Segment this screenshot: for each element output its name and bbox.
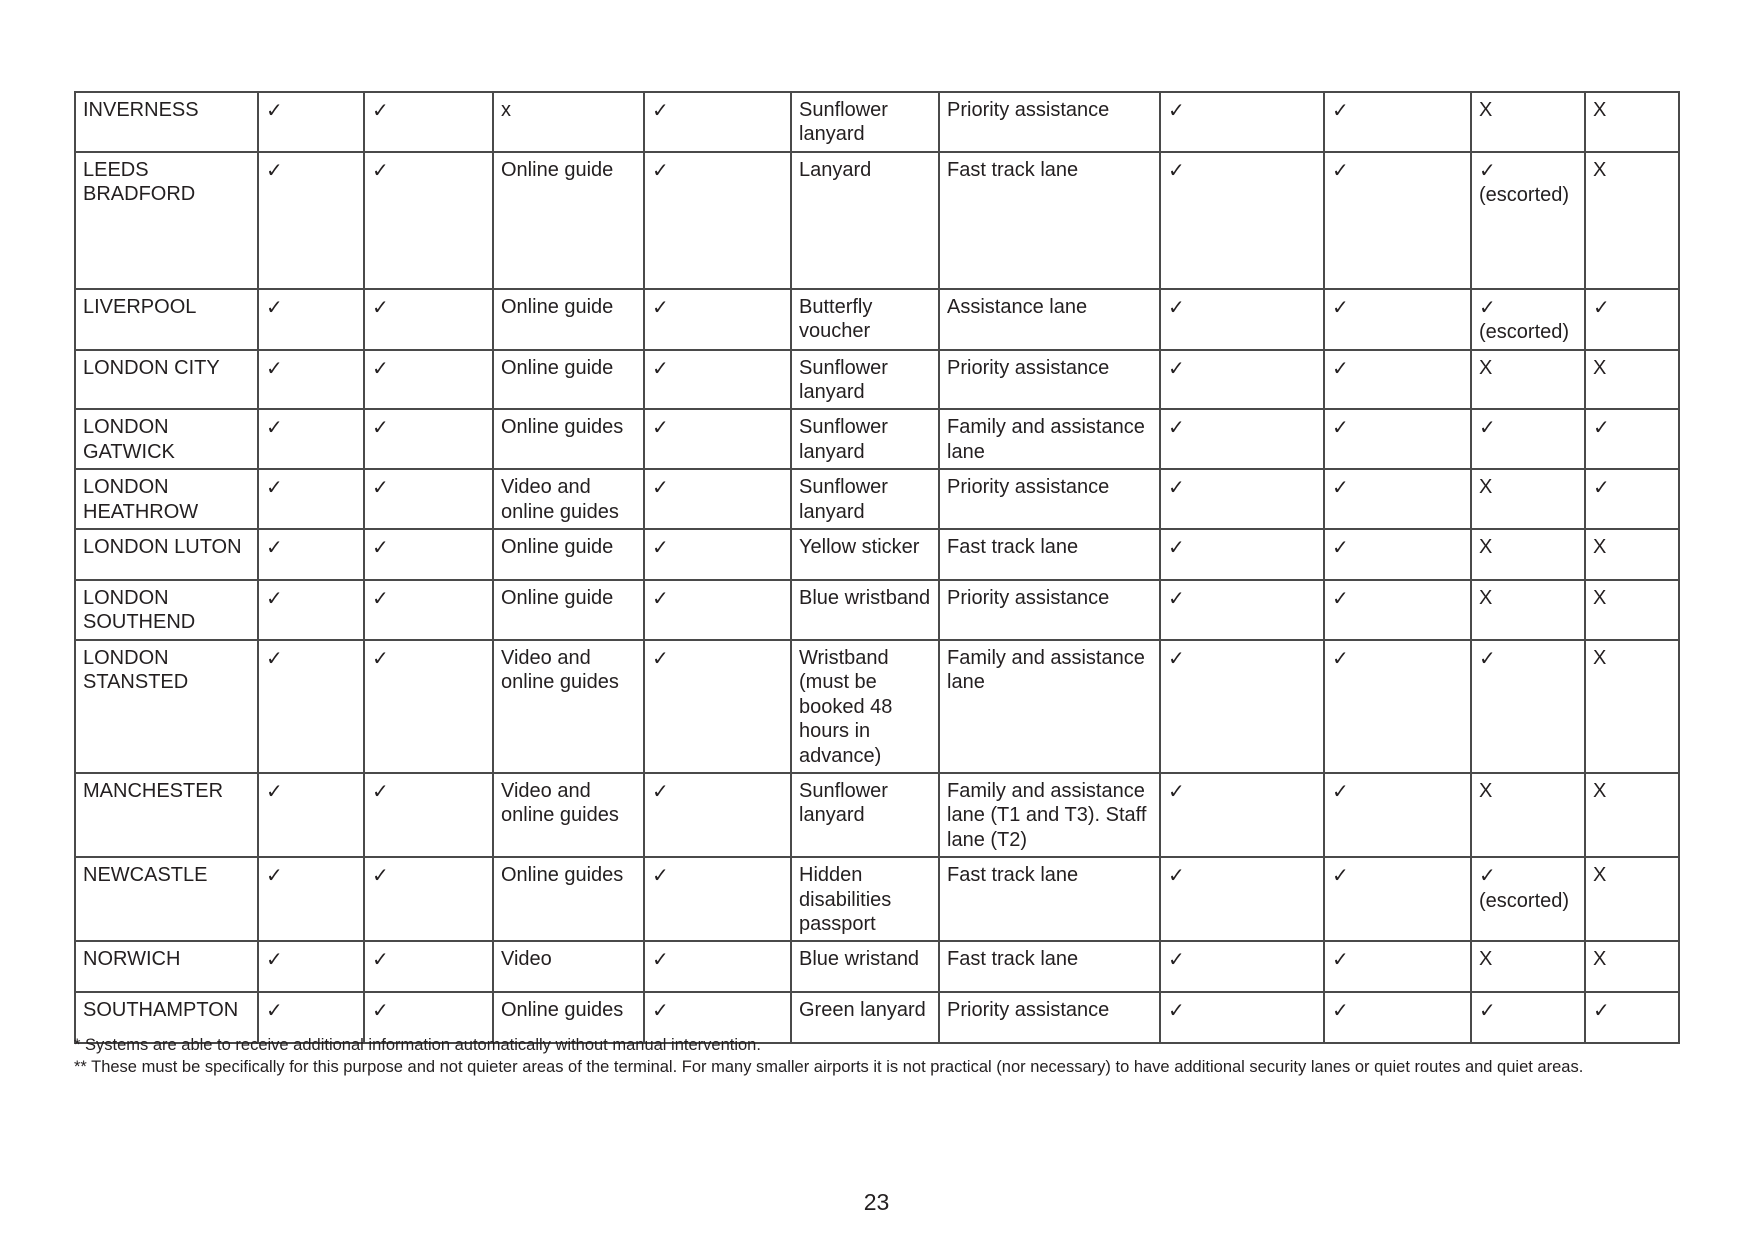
table-cell: ✓ <box>1324 640 1471 773</box>
table-cell: ✓ (escorted) <box>1471 857 1585 941</box>
table-cell: ✓ <box>644 289 791 350</box>
table-cell: Family and assistance lane (T1 and T3). Staff lane (T2) <box>939 773 1160 857</box>
table-cell: X <box>1585 580 1679 640</box>
table-cell: ✓ <box>1585 409 1679 469</box>
table-cell: Fast track lane <box>939 857 1160 941</box>
table-cell: ✓ <box>1324 857 1471 941</box>
table-cell: ✓ <box>1324 350 1471 410</box>
table-cell: ✓ <box>258 640 364 773</box>
table-cell: ✓ <box>644 580 791 640</box>
table-row <box>75 529 1679 580</box>
table-cell: ✓ <box>258 92 364 152</box>
table-cell: ✓ <box>258 992 364 1043</box>
table-cell: ✓ <box>1160 409 1324 469</box>
table-cell: ✓ <box>258 857 364 941</box>
table-cell: Blue wristand <box>791 941 939 992</box>
table-cell: ✓ <box>364 350 493 410</box>
footnote-security-lanes: ** These must be specifically for this purpose and not quieter areas of the terminal. For many smaller airports it is not practical (nor necessary) to have additional security lanes or quiet routes and quiet areas. <box>74 1058 1584 1076</box>
table-cell: ✓ <box>644 409 791 469</box>
airport-name-cell: SOUTHAMPTON <box>75 992 258 1043</box>
table-cell: X <box>1585 529 1679 580</box>
table-cell: ✓ <box>1324 992 1471 1043</box>
table-cell: Green lanyard <box>791 992 939 1043</box>
table-cell: ✓ <box>258 529 364 580</box>
table-cell: X <box>1471 92 1585 152</box>
table-cell: Online guide <box>493 529 644 580</box>
table-cell: ✓ <box>1160 580 1324 640</box>
table-cell: ✓ <box>1471 409 1585 469</box>
table-cell: ✓ <box>1324 152 1471 289</box>
table-row <box>75 941 1679 992</box>
table-cell: X <box>1471 941 1585 992</box>
table-cell: ✓ (escorted) <box>1471 152 1585 289</box>
table-cell: X <box>1585 152 1679 289</box>
table-cell: ✓ <box>364 640 493 773</box>
table-cell: Sunflower lanyard <box>791 92 939 152</box>
table-cell: Sunflower lanyard <box>791 409 939 469</box>
table-cell: Sunflower lanyard <box>791 350 939 410</box>
table-cell: Online guides <box>493 857 644 941</box>
table-cell: ✓ <box>364 580 493 640</box>
table-cell: Butterfly voucher <box>791 289 939 350</box>
airport-name-cell: LONDON LUTON <box>75 529 258 580</box>
table-cell: ✓ <box>644 92 791 152</box>
airport-name-cell: INVERNESS <box>75 92 258 152</box>
airport-name-cell: LONDON SOUTHEND <box>75 580 258 640</box>
table-cell: ✓ <box>258 773 364 857</box>
table-cell: ✓ <box>1160 152 1324 289</box>
table-cell: ✓ <box>364 992 493 1043</box>
table-cell: ✓ <box>644 350 791 410</box>
airport-name-cell: LONDON STANSTED <box>75 640 258 773</box>
table-cell: ✓ <box>1160 857 1324 941</box>
table-cell: ✓ <box>364 152 493 289</box>
airport-name-cell: LEEDS BRADFORD <box>75 152 258 289</box>
table-cell: Fast track lane <box>939 529 1160 580</box>
table-cell: ✓ <box>1585 289 1679 350</box>
table-cell: Online guides <box>493 992 644 1043</box>
table-cell: X <box>1585 640 1679 773</box>
table-cell: X <box>1471 469 1585 529</box>
table-cell: Online guide <box>493 152 644 289</box>
table-cell: ✓ <box>258 152 364 289</box>
table-cell: ✓ <box>1471 992 1585 1043</box>
table-cell: ✓ <box>1324 773 1471 857</box>
table-cell: X <box>1471 350 1585 410</box>
table-cell: ✓ <box>1160 992 1324 1043</box>
table-cell: Online guide <box>493 350 644 410</box>
table-cell: Priority assistance <box>939 469 1160 529</box>
table-cell: Assistance lane <box>939 289 1160 350</box>
table-cell: ✓ <box>1160 640 1324 773</box>
table-cell: ✓ <box>364 409 493 469</box>
table-cell: Blue wristband <box>791 580 939 640</box>
table-cell: ✓ <box>1324 289 1471 350</box>
table-cell: ✓ <box>364 529 493 580</box>
table-cell: Online guide <box>493 289 644 350</box>
table-cell: Family and assistance lane <box>939 409 1160 469</box>
table-cell: x <box>493 92 644 152</box>
table-row <box>75 409 1679 469</box>
table-cell: ✓ <box>644 773 791 857</box>
table-cell: X <box>1585 857 1679 941</box>
table-cell: Wristband (must be booked 48 hours in advance) <box>791 640 939 773</box>
table-cell: ✓ <box>644 640 791 773</box>
table-cell: ✓ <box>1324 580 1471 640</box>
table-cell: ✓ <box>1160 289 1324 350</box>
table-cell: Video and online guides <box>493 773 644 857</box>
table-cell: Sunflower lanyard <box>791 773 939 857</box>
table-cell: ✓ <box>258 289 364 350</box>
table-cell: ✓ <box>1471 640 1585 773</box>
table-cell: ✓ <box>364 289 493 350</box>
table-cell: Hidden disabilities passport <box>791 857 939 941</box>
airport-name-cell: MANCHESTER <box>75 773 258 857</box>
airport-name-cell: NORWICH <box>75 941 258 992</box>
table-cell: X <box>1471 773 1585 857</box>
table-cell: X <box>1585 941 1679 992</box>
table-cell: Online guides <box>493 409 644 469</box>
table-cell: ✓ <box>1160 350 1324 410</box>
table-cell: ✓ <box>1324 529 1471 580</box>
table-cell: ✓ <box>1160 941 1324 992</box>
table-cell: Video <box>493 941 644 992</box>
table-cell: ✓ <box>258 409 364 469</box>
table-cell: ✓ <box>364 857 493 941</box>
table-cell: ✓ <box>364 773 493 857</box>
airport-name-cell: LIVERPOOL <box>75 289 258 350</box>
table-cell: Yellow sticker <box>791 529 939 580</box>
table-cell: ✓ <box>258 580 364 640</box>
table-row <box>75 640 1679 773</box>
table-cell: X <box>1471 580 1585 640</box>
table-row <box>75 857 1679 941</box>
table-cell: ✓ <box>1324 469 1471 529</box>
table-cell: X <box>1585 92 1679 152</box>
table-cell: ✓ <box>644 941 791 992</box>
table-cell: Fast track lane <box>939 941 1160 992</box>
table-cell: ✓ <box>644 152 791 289</box>
table-cell: ✓ <box>644 857 791 941</box>
table-cell: ✓ <box>1324 941 1471 992</box>
table-row <box>75 580 1679 640</box>
table-row <box>75 152 1679 289</box>
table-cell: Family and assistance lane <box>939 640 1160 773</box>
table-cell: ✓ <box>1585 469 1679 529</box>
table-cell: ✓ <box>1324 92 1471 152</box>
table-cell: ✓ <box>364 941 493 992</box>
table-cell: Video and online guides <box>493 469 644 529</box>
airport-name-cell: NEWCASTLE <box>75 857 258 941</box>
table-cell: Sunflower lanyard <box>791 469 939 529</box>
table-cell: ✓ <box>1160 773 1324 857</box>
table-cell: X <box>1585 773 1679 857</box>
table-row <box>75 289 1679 350</box>
airport-name-cell: LONDON HEATHROW <box>75 469 258 529</box>
table-cell: ✓ <box>1160 529 1324 580</box>
table-row <box>75 92 1679 152</box>
page-number: 23 <box>863 1189 890 1215</box>
table-cell: ✓ <box>644 529 791 580</box>
table-cell: ✓ <box>258 469 364 529</box>
table-cell: ✓ <box>1160 469 1324 529</box>
table-cell: Priority assistance <box>939 92 1160 152</box>
table-cell: Priority assistance <box>939 580 1160 640</box>
table-body <box>75 92 1679 1043</box>
table-row <box>75 469 1679 529</box>
table-cell: ✓ <box>1585 992 1679 1043</box>
airport-accessibility-table <box>74 91 1680 1044</box>
table-cell: Video and online guides <box>493 640 644 773</box>
table-cell: Online guide <box>493 580 644 640</box>
table-cell: Fast track lane <box>939 152 1160 289</box>
table-row <box>75 773 1679 857</box>
table-cell: X <box>1585 350 1679 410</box>
table-cell: Lanyard <box>791 152 939 289</box>
table-cell: Priority assistance <box>939 992 1160 1043</box>
table-cell: ✓ <box>364 469 493 529</box>
airport-name-cell: LONDON GATWICK <box>75 409 258 469</box>
table-cell: X <box>1471 529 1585 580</box>
table-cell: ✓ <box>258 941 364 992</box>
table-cell: ✓ <box>1324 409 1471 469</box>
table-cell: ✓ <box>644 469 791 529</box>
airport-name-cell: LONDON CITY <box>75 350 258 410</box>
table-cell: ✓ <box>364 92 493 152</box>
table-cell: ✓ <box>644 992 791 1043</box>
table-cell: ✓ <box>258 350 364 410</box>
table-cell: ✓ (escorted) <box>1471 289 1585 350</box>
table-cell: ✓ <box>1160 92 1324 152</box>
table-cell: Priority assistance <box>939 350 1160 410</box>
footnote-systems: * Systems are able to receive additional information automatically without manual intervention. <box>74 1036 761 1054</box>
table-row <box>75 350 1679 410</box>
